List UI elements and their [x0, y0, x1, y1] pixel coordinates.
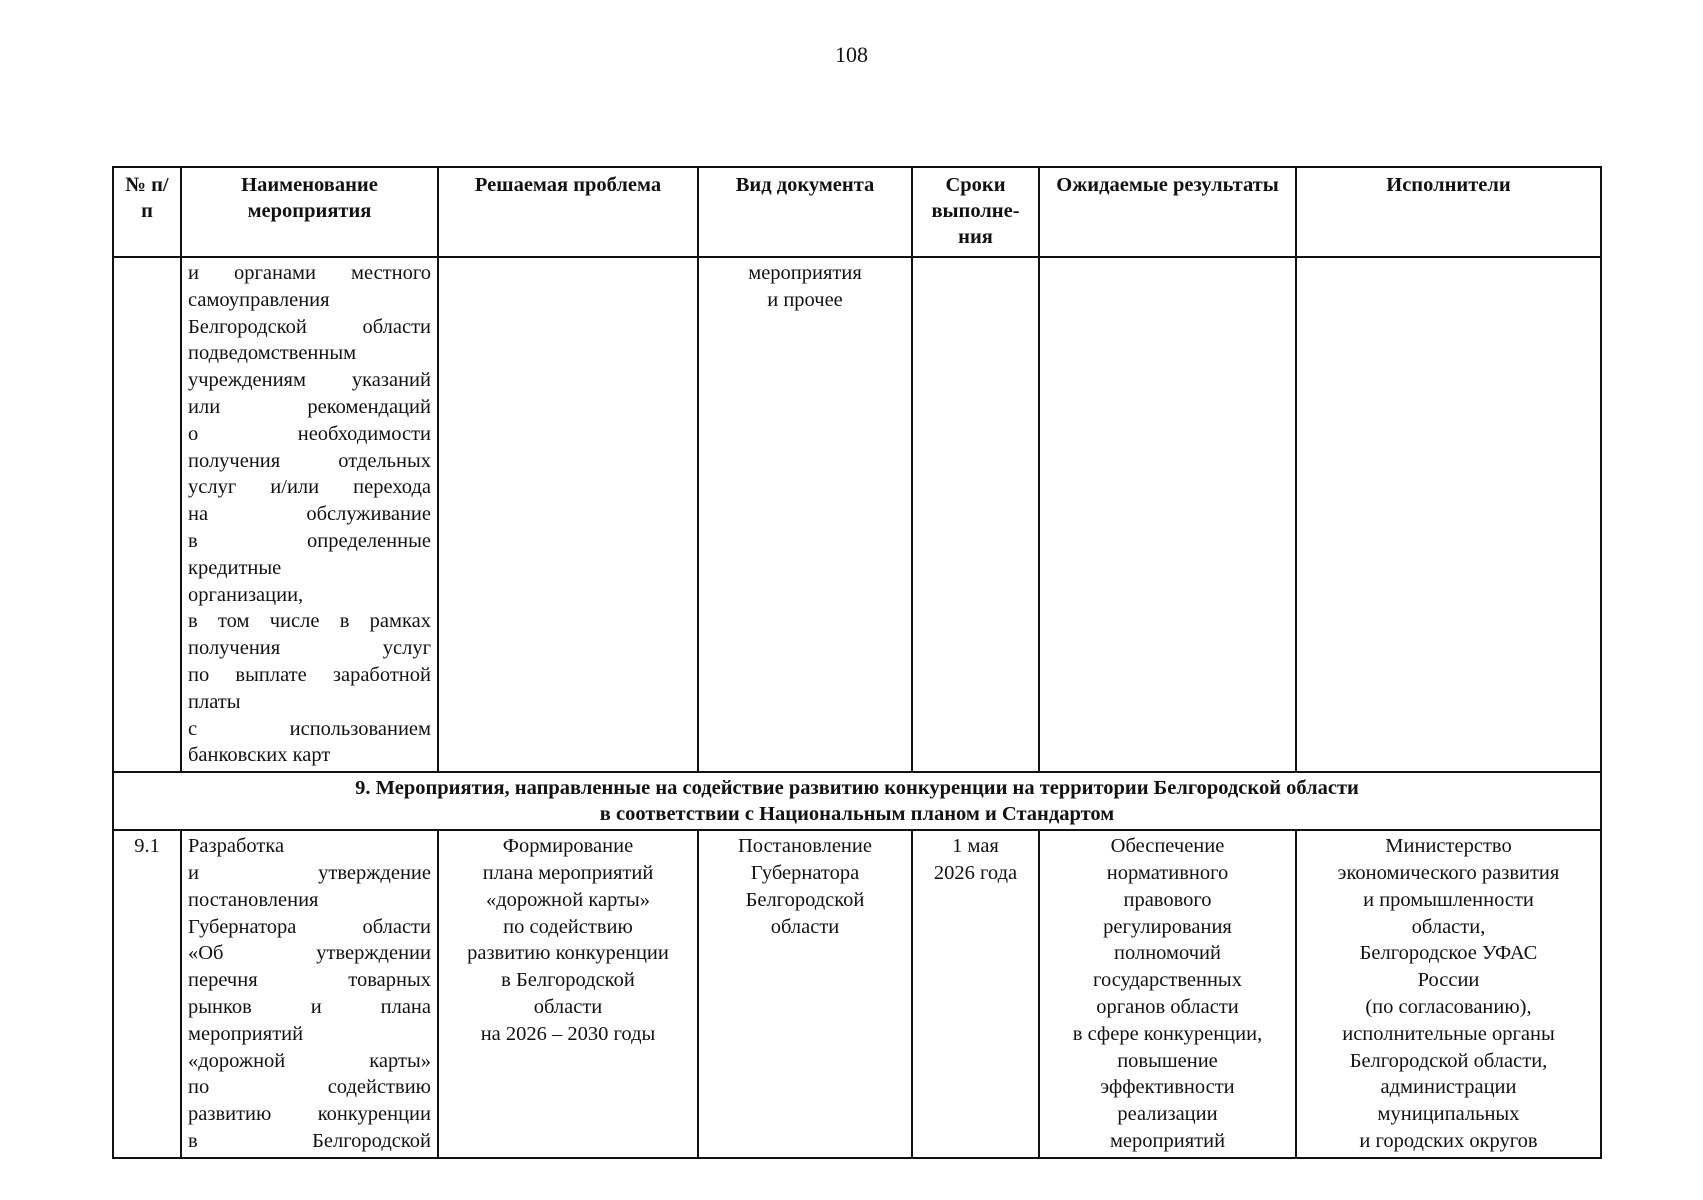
text-line: и утверждение	[188, 861, 431, 884]
text-line: учреждениям указаний	[188, 369, 431, 392]
text-line: на 2026 – 2030 годы	[480, 1022, 656, 1045]
text-line: «Об утверждении	[188, 942, 431, 965]
header-number: № п/п	[113, 167, 181, 257]
text-line: банковских карт	[188, 744, 331, 767]
text-line: по содействию	[503, 915, 633, 938]
text-line: организации,	[188, 583, 304, 606]
text-line: «дорожной карты»	[485, 888, 651, 911]
section-heading-row	[113, 772, 1601, 830]
text-line: по выплате заработной	[188, 663, 431, 686]
cell-event-name	[181, 830, 438, 1158]
events-plan-table	[112, 166, 1602, 1159]
text-line: платы	[188, 690, 241, 713]
text-line: области	[533, 995, 603, 1018]
text-line: и органами местного	[188, 262, 431, 284]
text-line: области,	[1411, 915, 1486, 938]
text-line: на обслуживание	[188, 503, 431, 526]
cell-deadline	[912, 257, 1039, 772]
text-line: нормативного	[1106, 861, 1229, 884]
text-line: органов области	[1096, 995, 1239, 1018]
text-line: Губернатора	[750, 861, 860, 884]
text-line: эффективности	[1100, 1076, 1235, 1099]
text-line: Постановление	[738, 835, 872, 858]
text-line: правового	[1123, 888, 1212, 911]
cell-document-type	[698, 830, 912, 1158]
text-line: Белгородской	[745, 888, 865, 911]
section-heading-line-1: 9. Мероприятия, направленные на содействие развитию конкуренции на территории Белгородской области	[355, 777, 1359, 800]
text-line: по содействию	[188, 1076, 431, 1099]
cell-executors	[1296, 257, 1601, 772]
header-name: Наименование мероприятия	[181, 167, 438, 257]
text-line: или рекомендаций	[188, 395, 431, 418]
text-line: исполнительные органы	[1342, 1022, 1555, 1045]
text-line: Разработка	[188, 835, 285, 858]
cell-number: 9.1	[113, 830, 181, 1158]
text-line: Обеспечение	[1110, 835, 1225, 858]
text-line: 1 мая	[952, 835, 999, 858]
text-line: и промышленности	[1363, 888, 1534, 911]
table-row-9-1	[113, 830, 1601, 1158]
header-executors: Исполнители	[1296, 167, 1601, 257]
text-line: о необходимости	[188, 422, 431, 445]
text-line: развитию конкуренции	[467, 942, 669, 965]
page-number: 108	[835, 42, 868, 67]
table-header-row	[113, 167, 1601, 257]
section-heading	[113, 772, 1601, 830]
header-expected-results: Ожидаемые результаты	[1039, 167, 1296, 257]
header-document-type: Вид документа	[698, 167, 912, 257]
text-line: в Белгородской	[501, 969, 635, 992]
text-line: самоуправления	[188, 288, 330, 311]
table-row-continued	[113, 257, 1601, 772]
text-line: полномочий	[1114, 942, 1221, 965]
text-line: Министерство	[1385, 835, 1512, 858]
cell-problem	[438, 257, 698, 772]
cell-number	[113, 257, 181, 772]
text-line: (по согласованию),	[1365, 995, 1532, 1018]
text-line: регулирования	[1103, 915, 1232, 938]
text-line: 2026 года	[933, 861, 1018, 884]
text-line: в Белгородской	[188, 1129, 431, 1152]
text-line: Белгородское УФАС	[1359, 942, 1538, 965]
cell-executors	[1296, 830, 1601, 1158]
text-line: государственных	[1093, 969, 1242, 992]
header-deadline: Сроки выполне-ния	[912, 167, 1039, 257]
text-line: кредитные	[188, 556, 282, 579]
text-line: получения услуг	[188, 637, 431, 660]
text-line: и городских округов	[1359, 1129, 1538, 1152]
cell-expected-results	[1039, 257, 1296, 772]
text-line: реализации	[1117, 1103, 1218, 1126]
text-line: повышение	[1117, 1049, 1218, 1072]
text-line: получения отдельных	[188, 449, 431, 472]
text-line: рынков и плана	[188, 995, 431, 1018]
cell-expected-results	[1039, 830, 1296, 1158]
text-line: и прочее	[767, 288, 843, 311]
text-line: перечня товарных	[188, 969, 431, 992]
text-line: мероприятия	[748, 262, 862, 284]
cell-problem	[438, 830, 698, 1158]
cell-deadline	[912, 830, 1039, 1158]
text-line: в том числе в рамках	[188, 610, 431, 633]
text-line: области	[770, 915, 840, 938]
text-line: в определенные	[188, 529, 431, 552]
text-line: в сфере конкуренции,	[1072, 1022, 1263, 1045]
text-line: услуг и/или перехода	[188, 476, 431, 499]
header-problem: Решаемая проблема	[438, 167, 698, 257]
text-line: Губернатора области	[188, 915, 431, 938]
text-line: подведомственным	[188, 342, 357, 365]
text-line: плана мероприятий	[482, 861, 654, 884]
text-line: Белгородской области,	[1349, 1049, 1548, 1072]
text-line: России	[1417, 969, 1480, 992]
text-line: постановления	[188, 888, 319, 911]
text-line: мероприятий	[188, 1022, 304, 1045]
text-line: мероприятий	[1109, 1129, 1226, 1152]
text-line: Белгородской области	[188, 315, 431, 338]
cell-event-name	[181, 257, 438, 772]
text-line: «дорожной карты»	[188, 1049, 431, 1072]
text-line: экономического развития	[1337, 861, 1560, 884]
cell-document-type	[698, 257, 912, 772]
text-line: администрации	[1380, 1076, 1517, 1099]
text-line: развитию конкуренции	[188, 1103, 431, 1126]
text-line: Формирование	[502, 835, 634, 858]
text-line: с использованием	[188, 717, 431, 740]
text-line: муниципальных	[1377, 1103, 1520, 1126]
section-heading-line-2: в соответствии с Национальным планом и Стандартом	[599, 803, 1115, 826]
